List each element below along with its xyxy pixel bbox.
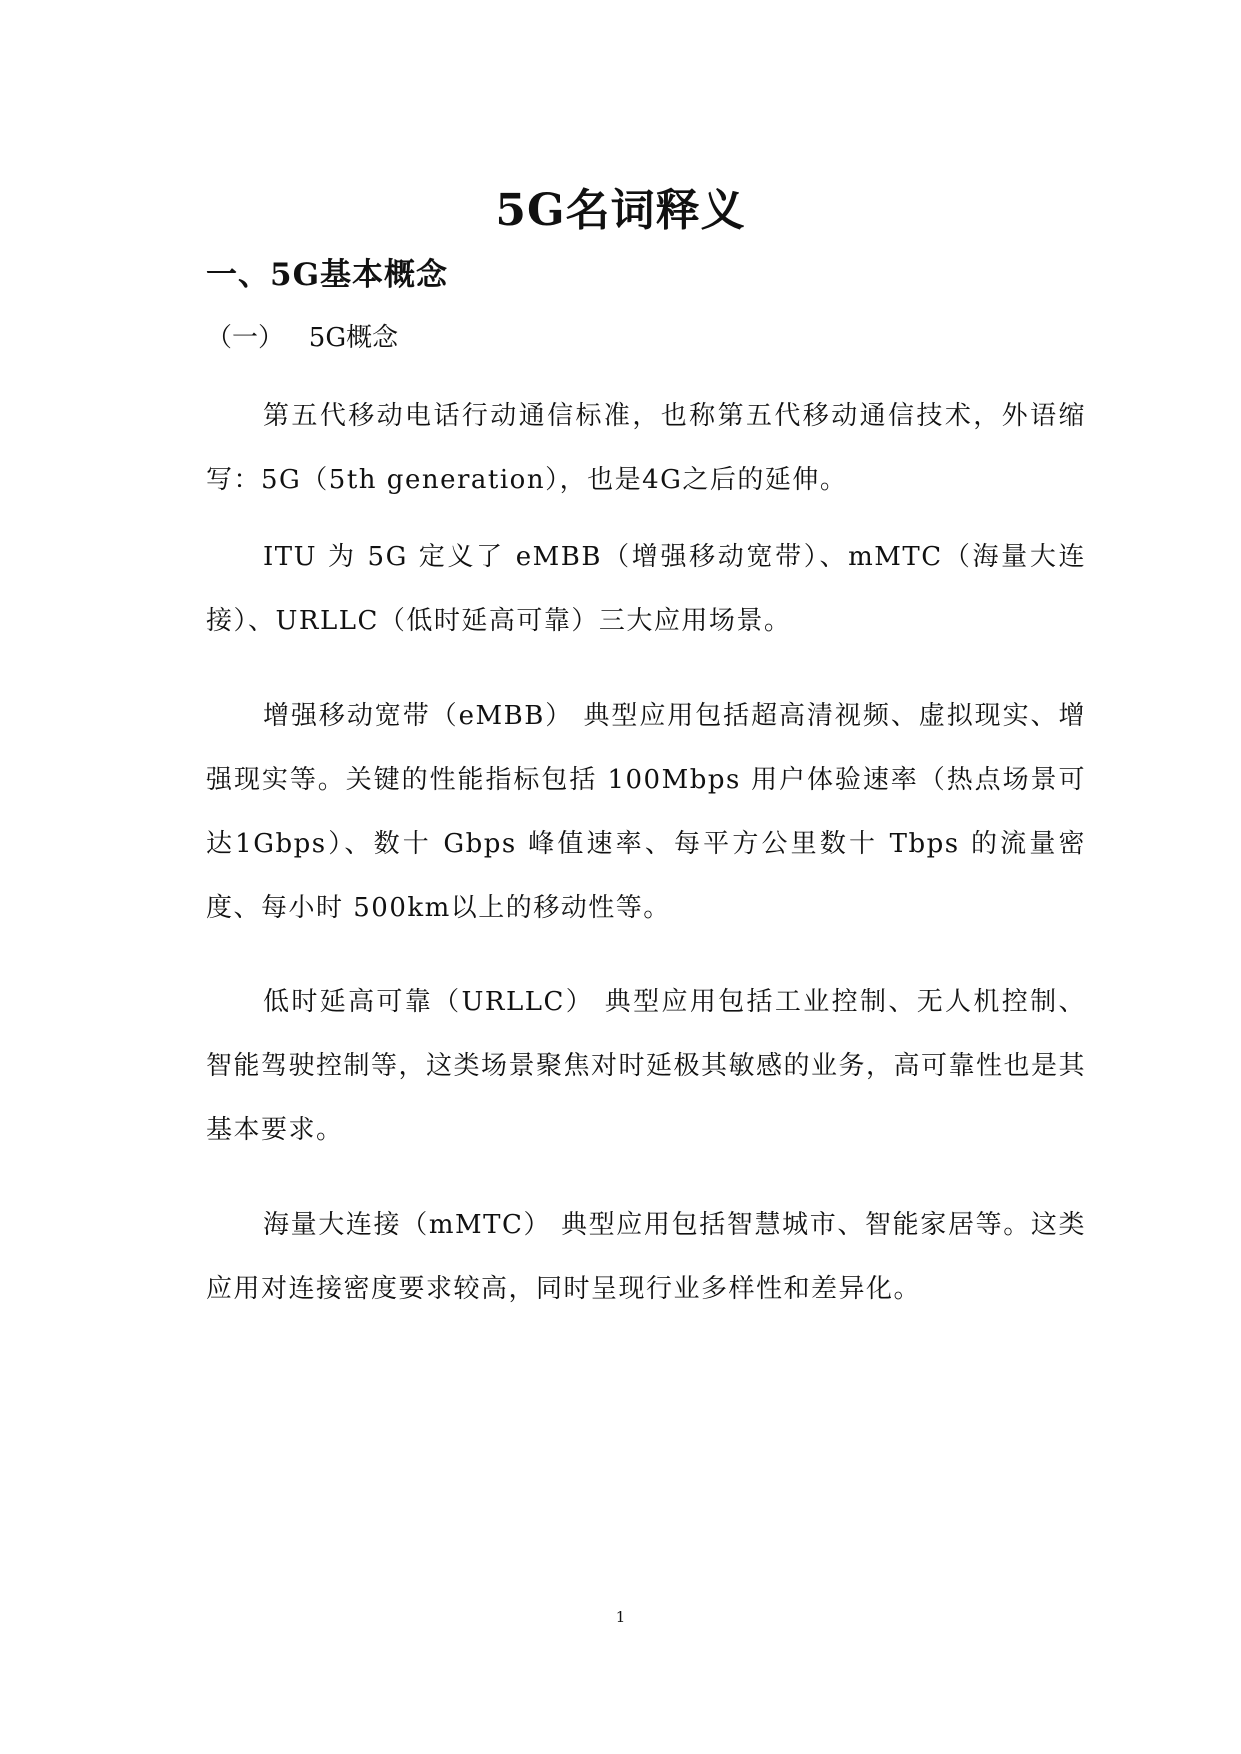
subsection-heading: （一） 5G概念 xyxy=(206,323,399,353)
paragraph-mmtc: 海量大连接（mMTC） 典型应用包括智慧城市、智能家居等。这类应用对连接密度要求较高，同时呈现行业多样性和差异化。 xyxy=(206,1210,1086,1304)
document-title: 5G名词释义 xyxy=(495,185,746,236)
page-number: 1 xyxy=(615,1608,626,1626)
paragraph-5g-definition: 第五代移动电话行动通信标准，也称第五代移动通信技术，外语缩写：5G（5th generation），也是4G之后的延伸。 xyxy=(206,401,1086,495)
section-heading: 一、5G基本概念 xyxy=(206,257,449,293)
paragraph-embb: 增强移动宽带（eMBB） 典型应用包括超高清视频、虚拟现实、增强现实等。关键的性能指标包括 100Mbps 用户体验速率（热点场景可达1Gbps）、数十 Gbps 峰值速率、每平方公里数十 Tbps 的流量密度、每小时 500km以上的移动性等。 xyxy=(206,701,1086,923)
paragraph-itu-scenarios: ITU 为 5G 定义了 eMBB（增强移动宽带）、mMTC（海量大连接）、URLLC（低时延高可靠）三大应用场景。 xyxy=(206,542,1086,636)
paragraph-urllc: 低时延高可靠（URLLC） 典型应用包括工业控制、无人机控制、智能驾驶控制等，这类场景聚焦对时延极其敏感的业务，高可靠性也是其基本要求。 xyxy=(206,987,1087,1145)
